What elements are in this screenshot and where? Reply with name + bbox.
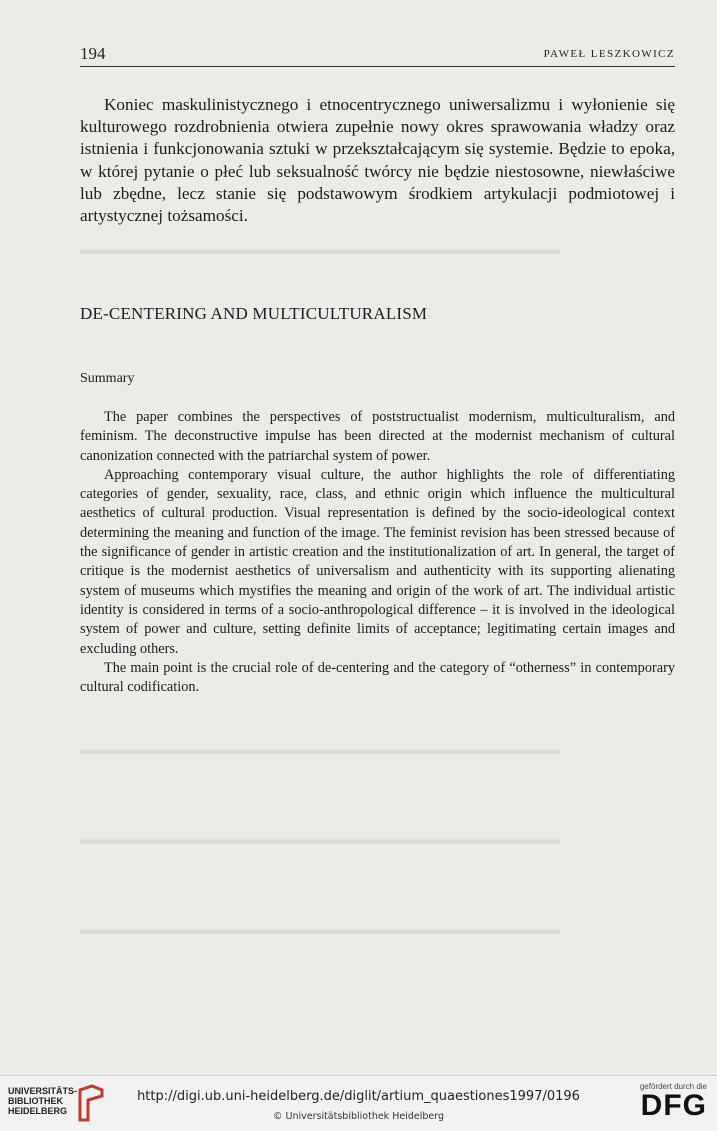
page-url-link[interactable]: http://digi.ub.uni-heidelberg.de/diglit/artium_quaestiones1997/0196 [137,1089,580,1104]
page-number: 194 [80,44,106,63]
library-name: UNIVERSITÄTS- BIBLIOTHEK HEIDELBERG [8,1086,78,1116]
polish-paragraph: Koniec maskulinistycznego i etnocentrycznego uniwersalizmu i wyłonienie się kulturowego rozdrobnienia otwiera zupełnie nowy okres sprawowania władzy oraz istnienia i funkcjonowania sztuki w przekształcającym się systemie. Będzie to epoka, w której pytanie o płeć lub seksualność twórcy nie będzie niestosowne, niewłaściwe lub zbędne, lecz stanie się podstawowym środkiem artykulacji podmiotowej i artystycznej tożsamości. [80,95,675,226]
bleed-through: ▬▬▬▬▬▬▬▬▬▬▬▬▬▬▬▬▬▬▬▬▬▬▬▬▬▬▬▬▬▬▬▬ [80,922,560,938]
summary-paragraph: The paper combines the perspectives of poststructualist modernism, multiculturalism, and feminism. The deconstructive impulse has been directed at the modernist mechanism of cultural canonization connected with the patriarchal system of power. [80,409,675,464]
bleed-through: ▬▬▬▬▬▬▬▬▬▬▬▬▬▬▬▬▬▬▬▬▬▬▬▬▬▬▬▬▬▬▬▬ [80,242,560,258]
bleed-through: ▬▬▬▬▬▬▬▬▬▬▬▬▬▬▬▬▬▬▬▬▬▬▬▬▬▬▬▬▬▬▬▬ [80,742,560,758]
summary-paragraph: Approaching contemporary visual culture, the author highlights the role of differentiating categories of gender, sexuality, race, class, and ethnic origin which influence the multicultural aesthetics of cultural production. Visual representation is defined by the socio-ideological context determining the meaning and function of the image. The feminist revision has been stressed because of the significance of gender in artistic creation and the institutionalization of art. In general, the target of critique is the modernist aesthetics of universalism and authenticity with its supporting alienating system of museums which mystifies the meaning and origin of the work of art. The individual artistic identity is considered in terms of a socio-anthropological difference – it is involved in the ideological system of power and culture, setting definite limits of acceptance; legitimating certain images and excluding others. [80,466,675,657]
dfg-funder[interactable] [640,1082,707,1121]
bleed-through: ▬▬▬▬▬▬▬▬▬▬▬▬▬▬▬▬▬▬▬▬▬▬▬▬▬▬▬▬▬▬▬▬ [80,832,560,848]
summary-paragraph: The main point is the crucial role of de-centering and the category of “otherness” in contemporary cultural codification. [80,659,675,696]
summary-body [80,408,675,697]
running-head-author: PAWEŁ LESZKOWICZ [543,48,675,60]
dfg-logo: DFG [640,1089,707,1122]
copyright-notice: © Universitätsbibliothek Heidelberg [272,1111,444,1122]
summary-label: Summary [80,371,135,386]
viewer-footer [0,1075,717,1131]
page-header [80,44,675,67]
section-title: DE-CENTERING AND MULTICULTURALISM [80,304,428,323]
funder-note: gefördert durch die [639,1082,707,1091]
